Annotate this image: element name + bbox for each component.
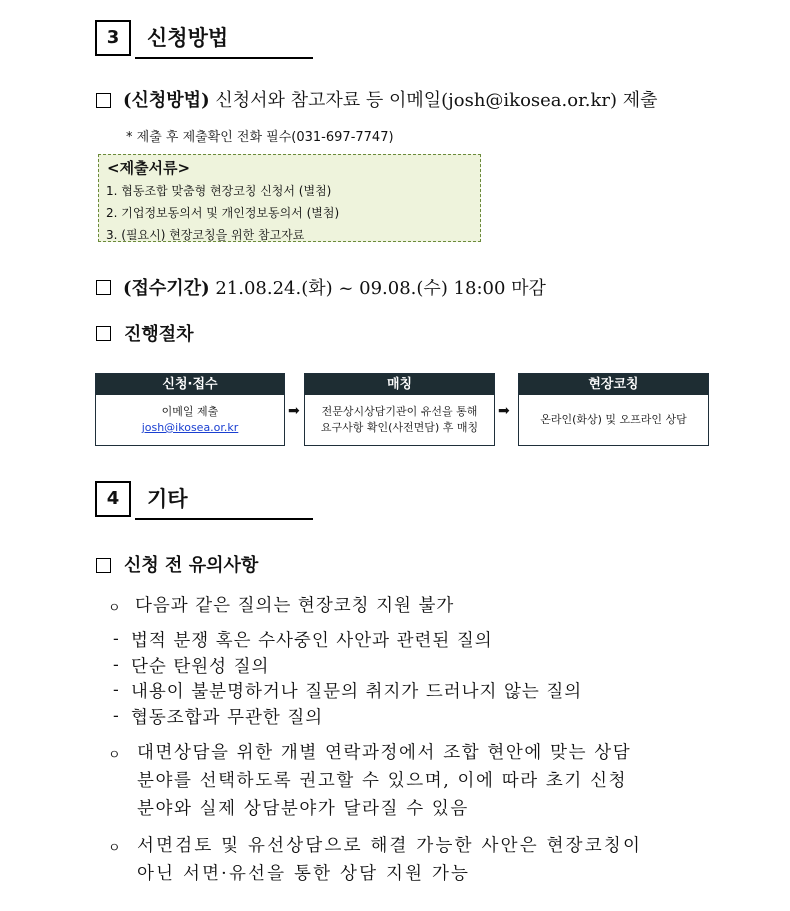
method-line bbox=[123, 86, 657, 112]
checkbox-icon bbox=[96, 280, 111, 295]
notice-subitem: 법적 분쟁 혹은 수사중인 사안과 관련된 질의 bbox=[131, 631, 493, 651]
bullet-icon: ㅇ bbox=[108, 748, 121, 763]
process-step-apply bbox=[95, 373, 285, 446]
arrow-right-icon: ➡ bbox=[288, 403, 300, 419]
section-3-underline bbox=[135, 57, 313, 59]
docs-item: 3. (필요시) 현장코칭을 위한 참고자료 bbox=[106, 228, 305, 242]
process-step-text: 이메일 제출 bbox=[161, 405, 219, 418]
checkbox-icon bbox=[96, 558, 111, 573]
method-note: * 제출 후 제출확인 전화 필수(031-697-7747) bbox=[126, 130, 394, 145]
notice-subitem: 내용이 불분명하거나 질문의 취지가 드러나지 않는 질의 bbox=[131, 682, 583, 702]
email-link[interactable]: josh@ikosea.or.kr bbox=[141, 421, 239, 434]
method-text: 신청서와 참고자료 등 이메일 bbox=[209, 90, 442, 111]
process-step-matching bbox=[304, 373, 495, 446]
process-step-title: 신청·접수 bbox=[96, 374, 284, 395]
process-step-title: 현장코칭 bbox=[519, 374, 708, 395]
period-label: (접수기간) bbox=[123, 278, 210, 299]
notice-item: 서면검토 및 유선상담으로 해결 가능한 사안은 현장코칭이 bbox=[137, 836, 643, 856]
process-title: 진행절차 bbox=[124, 324, 194, 345]
docs-item: 1. 협동조합 맞춤형 현장코칭 신청서 (별첨) bbox=[106, 184, 332, 198]
checkbox-icon bbox=[96, 326, 111, 341]
section-4-underline bbox=[135, 518, 313, 520]
bullet-icon: ㅇ bbox=[108, 841, 121, 856]
notice-item: 분야와 실제 상담분야가 달라질 수 있음 bbox=[137, 799, 469, 819]
process-step-title: 매칭 bbox=[305, 374, 494, 395]
notice-title: 신청 전 유의사항 bbox=[124, 555, 259, 576]
section-3-title: 신청방법 bbox=[147, 26, 229, 50]
section-3-number: 3 bbox=[95, 20, 131, 56]
submission-documents-box bbox=[98, 154, 481, 242]
checkbox-icon bbox=[96, 93, 111, 108]
bullet-icon: ㅇ bbox=[108, 601, 121, 616]
dash-icon: - bbox=[113, 706, 119, 726]
process-step-text: 전문상시상담기관이 유선을 통해 bbox=[321, 405, 478, 418]
section-4-number: 4 bbox=[95, 481, 131, 517]
notice-item: 분야를 선택하도록 권고할 수 있으며, 이에 따라 초기 신청 bbox=[137, 771, 628, 791]
process-step-coaching bbox=[518, 373, 709, 446]
dash-icon: - bbox=[113, 655, 119, 675]
method-text-post: 제출 bbox=[616, 90, 658, 111]
notice-subitem: 단순 탄원성 질의 bbox=[131, 657, 270, 677]
notice-item: 아닌 서면·유선을 통한 상담 지원 가능 bbox=[137, 864, 471, 884]
section-4-title: 기타 bbox=[147, 487, 188, 511]
process-step-text: 요구사항 확인(사전면담) 후 매칭 bbox=[320, 421, 479, 434]
docs-item: 2. 기업정보동의서 및 개인정보동의서 (별첨) bbox=[106, 206, 340, 220]
process-step-text: 온라인(화상) 및 오프라인 상담 bbox=[540, 413, 687, 426]
dash-icon: - bbox=[113, 680, 119, 700]
period-line bbox=[123, 274, 546, 300]
period-suffix: 마감 bbox=[505, 278, 546, 299]
notice-item: 다음과 같은 질의는 현장코칭 지원 불가 bbox=[135, 596, 455, 616]
notice-subitem: 협동조합과 무관한 질의 bbox=[131, 708, 324, 728]
docs-header: <제출서류> bbox=[107, 159, 191, 177]
period-dates: 21.08.24.(화) ~ 09.08.(수) 18:00 bbox=[209, 278, 506, 299]
dash-icon: - bbox=[113, 629, 119, 649]
notice-item: 대면상담을 위한 개별 연락과정에서 조합 현안에 맞는 상담 bbox=[137, 743, 632, 763]
arrow-right-icon: ➡ bbox=[498, 403, 510, 419]
method-label: (신청방법) bbox=[123, 90, 210, 111]
method-email: (josh@ikosea.or.kr) bbox=[441, 90, 617, 111]
